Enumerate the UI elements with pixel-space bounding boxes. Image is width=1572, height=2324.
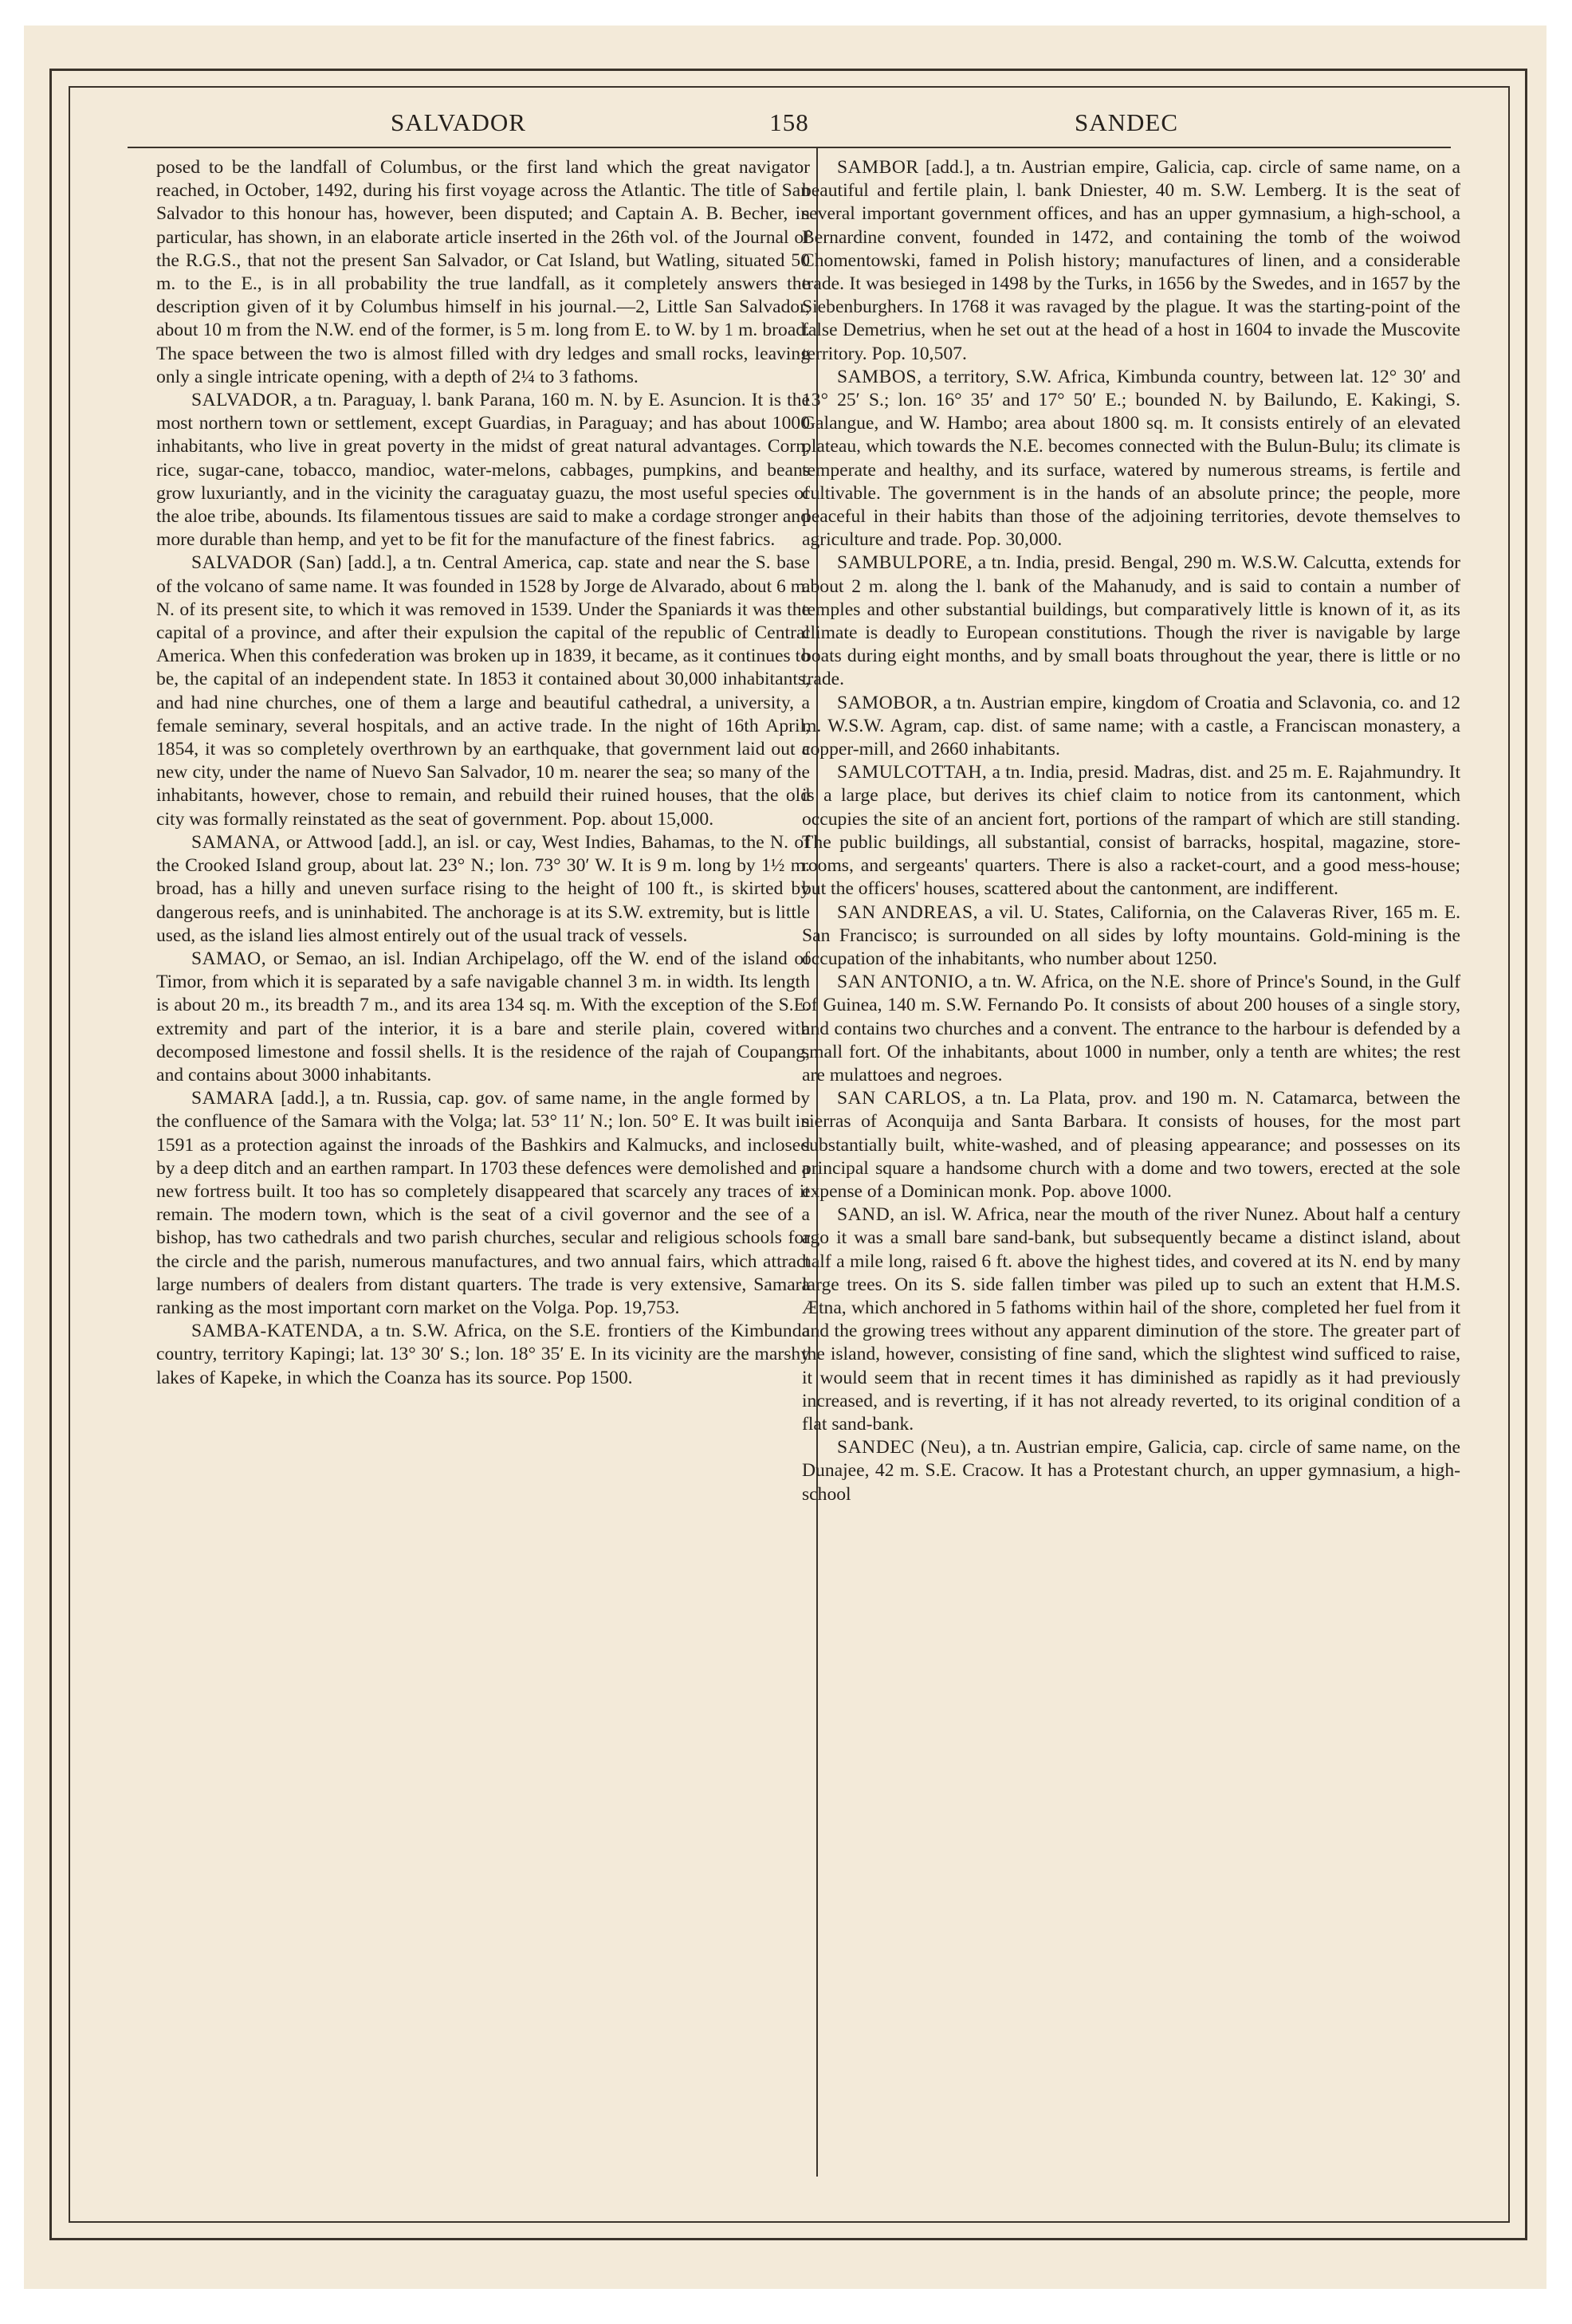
entry-salvador-san: SALVADOR (San) [add.], a tn. Central America, cap. state and near the S. base of the volcano of same name. It was founded in 1528 by Jorge de Alvarado, about 6 m. N. of its present site, to which it was removed in 1539. Under the Spaniards it was the capital of a province, and after their expulsion the capital of the republic of Central America. When this confederation was broken up in 1839, it became, as it continues to be, the capital of an independent state. In 1853 it contained about 30,000 inhabitants, and had nine churches, one of them a large and beautiful cathedral, a university, a female seminary, several hospitals, and an active trade. In the night of 16th April, 1854, it was so completely overthrown by an earthquake, that government laid out a new city, under the name of Nuevo San Salvador, 10 m. nearer the sea; so many of the inhabitants, however, chose to remain, and rebuild their ruined houses, that the old city was formally reinstated as the seat of government. Pop. about 15,000. [156, 552, 810, 830]
entry-samulcottah: SAMULCOTTAH, a tn. India, presid. Madras, dist. and 25 m. E. Rajahmundry. It is a large place, but derives its chief claim to notice from its cantonment, which occupies the site of an ancient fort, portions of the rampart of which are still standing. The public buildings, all substantial, consist of barracks, hospital, magazine, store-rooms, and sergeants' quarters. There is also a racket-court, and a good mess-house; but the officers' houses, scattered about the cantonment, are indifferent. [802, 762, 1460, 900]
entry-sand: SAND, an isl. W. Africa, near the mouth of the river Nunez. About half a century ago it was a small bare sand-bank, but subsequently became a distinct island, about half a mile long, raised 6 ft. above the highest tides, and covered at its N. end by many large trees. On its S. side fallen timber was piled up to such an extent that H.M.S. Ætna, which anchored in 5 fathoms within hail of the shore, completed her fuel from it and the growing trees without any apparent diminution of the store. The greater part of the island, however, consisting of fine sand, which the slightest wind sufficed to raise, it would seem that in recent times it has diminished as rapidly as it had previously increased, and is reverting, if it has not already reverted, to its original condition of a flat sand-bank. [802, 1204, 1460, 1435]
header-right-word: SANDEC [1075, 108, 1179, 136]
entry-sandec: SANDEC (Neu), a tn. Austrian empire, Galicia, cap. circle of same name, on the Dunajee, 42 m. S.E. Cracow. It has a Protestant church, an upper gymnasium, a high-school [802, 1437, 1460, 1505]
entry-sambulpore: SAMBULPORE, a tn. India, presid. Bengal, 290 m. W.S.W. Calcutta, extends for about 2 m. along the l. bank of the Mahanudy, and is said to contain a number of temples and other substantial buildings, but comparatively little is known of it, as its climate is deadly to European constitutions. Though the river is navigable by large boats during eight months, and by small boats throughout the year, there is little or no trade. [802, 552, 1460, 690]
entry-salvador-paraguay: SALVADOR, a tn. Paraguay, l. bank Parana, 160 m. N. by E. Asuncion. It is the most northern town or settlement, except Guardias, in Paraguay; and has about 1000 inhabitants, who live in great poverty in the midst of great natural advantages. Corn, rice, sugar-cane, tobacco, mandioc, water-melons, cabbages, pumpkins, and beans grow luxuriantly, and in the vicinity the caraguatay guazu, the most useful species of the aloe tribe, abounds. Its filamentous tissues are said to make a cordage stronger and more durable than hemp, and yet to be fit for the manufacture of the finest fabrics. [156, 390, 810, 551]
entry-samana: SAMANA, or Attwood [add.], an isl. or cay, West Indies, Bahamas, to the N. of the Crooked Island group, about lat. 23° N.; lon. 73° 30′ W. It is 9 m. long by 1½ m. broad, has a hilly and uneven surface rising to the height of 100 ft., is skirted by dangerous reefs, and is uninhabited. The anchorage is at its S.W. extremity, but is little used, as the island lies almost entirely out of the usual track of vessels. [156, 831, 810, 946]
left-column [156, 156, 810, 1390]
page-number: 158 [769, 108, 809, 136]
right-column [802, 156, 1460, 1506]
entry-san-antonio: SAN ANTONIO, a tn. W. Africa, on the N.E. shore of Prince's Sound, in the Gulf of Guinea, 140 m. S.W. Fernando Po. It consists of about 200 houses of a single story, and contains two churches and a convent. The entrance to the harbour is defended by a small fort. Of the inhabitants, about 1000 in number, only a tenth are whites; the rest are mulattoes and negroes. [802, 972, 1460, 1085]
entry-samba-katenda: SAMBA-KATENDA, a tn. S.W. Africa, on the S.E. frontiers of the Kimbunda country, territory Kapingi; lat. 13° 30′ S.; lon. 18° 35′ E. In its vicinity are the marshy lakes of Kapeke, in which the Coanza has its source. Pop 1500. [156, 1321, 810, 1388]
entry-sambos: SAMBOS, a territory, S.W. Africa, Kimbunda country, between lat. 12° 30′ and 13° 25′ S.; lon. 16° 35′ and 17° 50′ E.; bounded N. by Bailundo, E. Kakingi, S. Galangue, and W. Hambo; area about 1800 sq. m. It consists entirely of an elevated plateau, which towards the N.E. becomes connected with the Bulun-Bulu; its climate is temperate and healthy, and its surface, watered by numerous streams, is fertile and cultivable. The government is in the hands of an absolute prince; the people, more peaceful in their habits than those of the adjoining territories, devote themselves to agriculture and trade. Pop. 30,000. [802, 366, 1460, 551]
bottom-rule [49, 2238, 1527, 2240]
running-header [128, 108, 1451, 140]
entry-sambor: SAMBOR [add.], a tn. Austrian empire, Galicia, cap. circle of same name, on a beautiful and fertile plain, l. bank Dniester, 40 m. S.W. Lemberg. It is the seat of several important government offices, and has an upper gymnasium, a high-school, a Bernardine convent, founded in 1472, and containing the tomb of the woiwod Chomentowski, famed in Polish history; manufactures of linen, and a considerable trade. It was besieged in 1498 by the Turks, in 1656 by the Swedes, and in 1657 by the Siebenburghers. In 1768 it was ravaged by the plague. It was the starting-point of the false Demetrius, when he set out at the head of a host in 1604 to invade the Muscovite territory. Pop. 10,507. [802, 157, 1460, 364]
entry-continuation: posed to be the landfall of Columbus, or the first land which the great navigator reached, in October, 1492, during his first voyage across the Atlantic. The title of San Salvador to this honour has, however, been disputed; and Captain A. B. Becher, in particular, has shown, in an elaborate article inserted in the 26th vol. of the Journal of the R.G.S., that not the present San Salvador, or Cat Island, but Watling, situated 50 m. to the E., is in all probability the true landfall, as it completely answers the description given of it by Columbus himself in his journal.—2, Little San Salvador, about 10 m from the N.W. end of the former, is 5 m. long from E. to W. by 1 m. broad. The space between the two is almost filled with dry ledges and small rocks, leaving only a single intricate opening, with a depth of 2¼ to 3 fathoms. [156, 157, 810, 387]
header-left-word: SALVADOR [391, 108, 526, 136]
entry-san-andreas: SAN ANDREAS, a vil. U. States, California, on the Calaveras River, 165 m. E. San Francisco; is surrounded on all sides by lofty mountains. Gold-mining is the occupation of the inhabitants, who number about 1250. [802, 901, 1461, 969]
entry-samobor: SAMOBOR, a tn. Austrian empire, kingdom of Croatia and Sclavonia, co. and 12 m. W.S.W. Agram, cap. dist. of same name; with a castle, a Franciscan monastery, a copper-mill, and 2660 inhabitants. [802, 692, 1460, 760]
entry-samao: SAMAO, or Semao, an isl. Indian Archipelago, off the W. end of the island of Timor, from which it is separated by a safe navigable channel 3 m. in width. Its length is about 20 m., its breadth 7 m., and its area 134 sq. m. With the exception of the S.E. extremity and part of the interior, it is a bare and sterile plain, covered with decomposed limestone and fossil shells. It is the residence of the rajah of Coupang, and contains about 3000 inhabitants. [156, 948, 810, 1085]
header-rule [128, 147, 1451, 148]
entry-samara: SAMARA [add.], a tn. Russia, cap. gov. of same name, in the angle formed by the confluence of the Samara with the Volga; lat. 53° 11′ N.; lon. 50° E. It was built in 1591 as a protection against the inroads of the Bashkirs and Kalmucks, and inclosed by a deep ditch and an earthen rampart. In 1703 these defences were demolished and a new fortress built. It too has so completely disappeared that scarcely any traces of it remain. The modern town, which is the seat of a civil governor and the see of a bishop, has two cathedrals and two parish churches, secular and religious schools for the circle and the parish, numerous manufactures, and two annual fairs, which attract large numbers of dealers from distant quarters. The trade is very extensive, Samara ranking as the most important corn market on the Volga. Pop. 19,753. [156, 1088, 810, 1318]
entry-san-carlos: SAN CARLOS, a tn. La Plata, prov. and 190 m. N. Catamarca, between the sierras of Aconquija and Santa Barbara. It consists of houses, for the most part substantially built, white-washed, and of pleasing appearance; and possesses on its principal square a handsome church with a dome and two towers, erected at the sole expense of a Dominican monk. Pop. above 1000. [802, 1088, 1460, 1202]
